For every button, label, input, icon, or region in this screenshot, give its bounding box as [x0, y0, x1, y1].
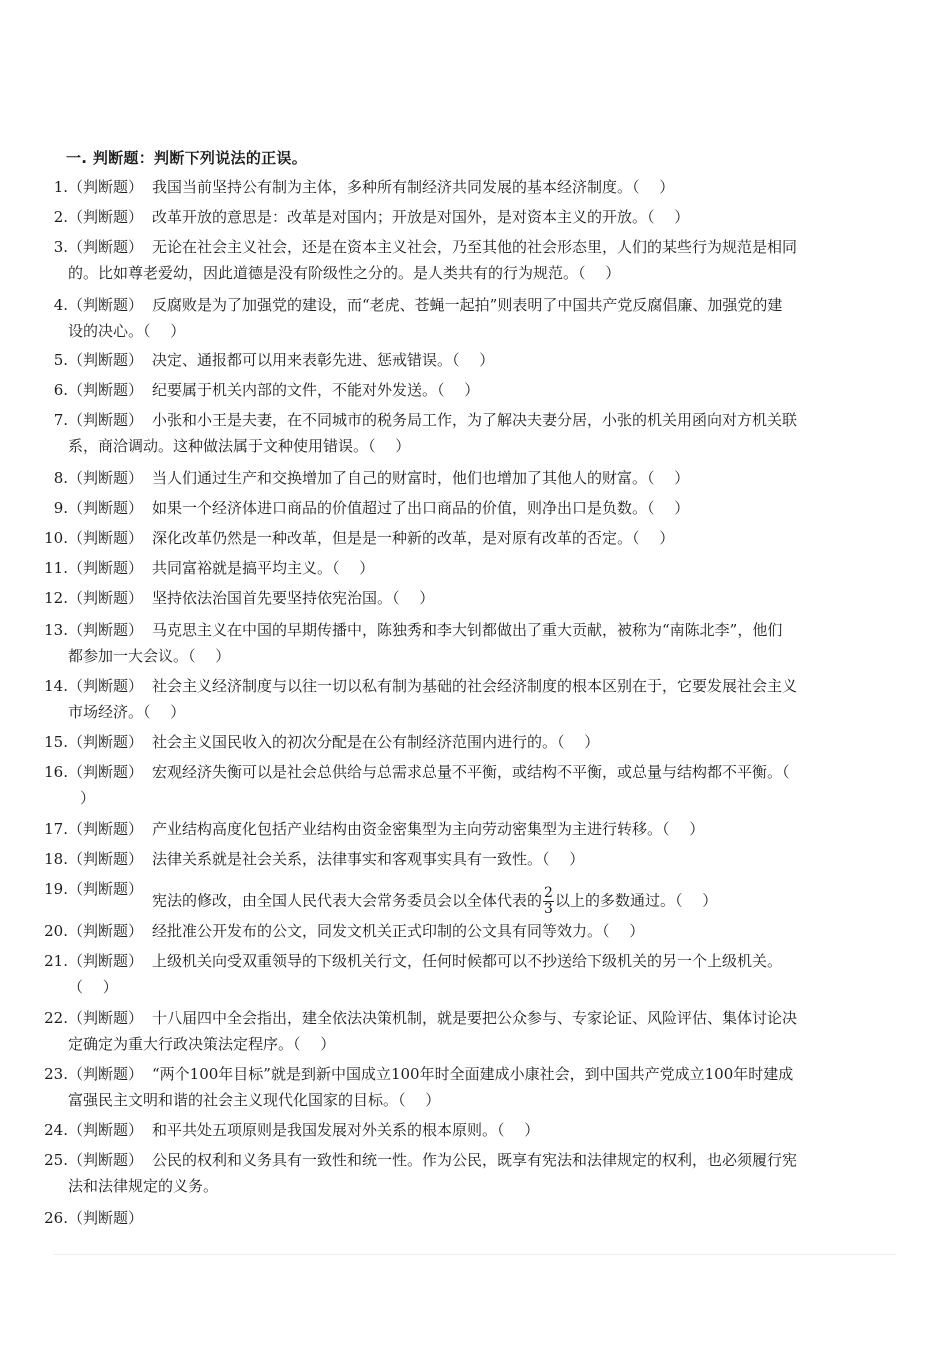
question-number: 10. — [44, 529, 68, 547]
question-text-continued: （ ） — [68, 978, 118, 996]
question-type-tag: （判断题） — [68, 208, 144, 226]
question-text: 法律关系就是社会关系，法律事实和客观事实具有一致性。（ ） — [152, 850, 585, 868]
question-text-continued: 定确定为重大行政决策法定程序。（ ） — [68, 1035, 336, 1053]
question-number: 9. — [53, 499, 68, 517]
question-number: 17. — [44, 820, 68, 838]
question-type-tag: （判断题） — [68, 529, 144, 547]
question-type-tag: （判断题） — [68, 381, 144, 399]
question-type-tag: （判断题） — [68, 469, 144, 487]
question-text-continued: ） — [80, 789, 96, 807]
question-number: 24. — [44, 1121, 68, 1139]
question-text: 决定、通报都可以用来表彰先进、惩戒错误。（ ） — [152, 351, 495, 369]
question-number: 1. — [53, 178, 68, 196]
question-text-continued: 系，商洽调动。这种做法属于文种使用错误。（ ） — [68, 437, 411, 455]
question-text: 社会主义经济制度与以往一切以私有制为基础的社会经济制度的根本区别在于，它要发展社会主义 — [152, 677, 798, 695]
fraction — [543, 886, 554, 917]
question-number: 7. — [53, 411, 68, 429]
question-text: “两个100年目标”就是到新中国成立100年时全面建成小康社会，到中国共产党成立100年时建成 — [152, 1065, 794, 1083]
question-type-tag: （判断题） — [68, 411, 144, 429]
question-text: 深化改革仍然是一种改革，但是是一种新的改革，是对原有改革的否定。（ ） — [152, 529, 675, 547]
question-type-tag: （判断题） — [68, 1065, 144, 1083]
question-text-continued: 市场经济。（ ） — [68, 703, 186, 721]
question-type-tag: （判断题） — [68, 499, 144, 517]
question-number: 4. — [53, 296, 68, 314]
question-text: 小张和小王是夫妻，在不同城市的税务局工作，为了解决夫妻分居，小张的机关用函向对方机关联 — [152, 411, 798, 429]
question-number: 11. — [44, 559, 68, 577]
question-number: 2. — [53, 208, 68, 226]
question-type-tag: （判断题） — [68, 820, 144, 838]
question-number: 12. — [44, 589, 68, 607]
question-number: 25. — [44, 1151, 68, 1169]
question-type-tag: （判断题） — [68, 733, 144, 751]
question-text: 和平共处五项原则是我国发展对外关系的根本原则。（ ） — [152, 1121, 540, 1139]
question-text: 公民的权利和义务具有一致性和统一性。作为公民，既享有宪法和法律规定的权利，也必须履行宪 — [152, 1151, 798, 1169]
question-text: 社会主义国民收入的初次分配是在公有制经济范围内进行的。（ ） — [152, 733, 600, 751]
question-number: 23. — [44, 1065, 68, 1083]
question-number: 13. — [44, 621, 68, 639]
question-number: 26. — [44, 1209, 68, 1227]
question-text: 我国当前坚持公有制为主体，多种所有制经济共同发展的基本经济制度。（ ） — [152, 178, 675, 196]
question-text-continued: 富强民主文明和谐的社会主义现代化国家的目标。（ ） — [68, 1091, 441, 1109]
question-text: 如果一个经济体进口商品的价值超过了出口商品的价值，则净出口是负数。（ ） — [152, 499, 690, 517]
section-title: 一. 判断题：判断下列说法的正误。 — [66, 149, 308, 167]
question-text-post: 以上的多数通过。（ ） — [554, 891, 718, 910]
question-number: 20. — [44, 922, 68, 940]
question-type-tag: （判断题） — [68, 763, 144, 781]
question-type-tag: （判断题） — [68, 1009, 144, 1027]
question-type-tag: （判断题） — [68, 850, 144, 868]
question-number: 6. — [53, 381, 68, 399]
question-number: 3. — [53, 238, 68, 256]
question-text: 当人们通过生产和交换增加了自己的财富时，他们也增加了其他人的财富。（ ） — [152, 469, 690, 487]
question-type-tag: （判断题） — [68, 952, 144, 970]
question-type-tag: （判断题） — [68, 1121, 144, 1139]
question-number: 15. — [44, 733, 68, 751]
question-text: 反腐败是为了加强党的建设，而“老虎、苍蝇一起拍”则表明了中国共产党反腐倡廉、加强党的建 — [152, 296, 783, 314]
question-number: 22. — [44, 1009, 68, 1027]
question-text-pre: 宪法的修改，由全国人民代表大会常务委员会以全体代表的 — [152, 891, 543, 910]
question-type-tag: （判断题） — [68, 351, 144, 369]
question-type-tag: （判断题） — [68, 621, 144, 639]
question-type-tag: （判断题） — [68, 178, 144, 196]
question-text — [152, 886, 876, 917]
question-text: 纪要属于机关内部的文件，不能对外发送。（ ） — [152, 381, 480, 399]
question-type-tag: （判断题） — [68, 922, 144, 940]
question-number: 21. — [44, 952, 68, 970]
question-type-tag: （判断题） — [68, 677, 144, 695]
question-number: 18. — [44, 850, 68, 868]
fraction-denominator: 3 — [544, 901, 553, 917]
question-type-tag: （判断题） — [68, 1209, 144, 1227]
question-text: 改革开放的意思是：改革是对国内；开放是对国外，是对资本主义的开放。（ ） — [152, 208, 690, 226]
question-text: 共同富裕就是搞平均主义。（ ） — [152, 559, 375, 577]
question-type-tag: （判断题） — [68, 559, 144, 577]
question-text: 产业结构高度化包括产业结构由资金密集型为主向劳动密集型为主进行转移。（ ） — [152, 820, 705, 838]
question-text: 十八届四中全会指出，建全依法决策机制，就是要把公众参与、专家论证、风险评估、集体讨论决 — [152, 1009, 798, 1027]
question-text: 上级机关向受双重领导的下级机关行文，任何时候都可以不抄送给下级机关的另一个上级机关。 — [152, 952, 783, 970]
question-number: 16. — [44, 763, 68, 781]
question-number: 5. — [53, 351, 68, 369]
fraction-numerator: 2 — [544, 885, 553, 901]
question-text-continued: 设的决心。（ ） — [68, 322, 186, 340]
question-text: 坚持依法治国首先要坚持依宪治国。（ ） — [152, 589, 435, 607]
question-type-tag: （判断题） — [68, 296, 144, 314]
question-type-tag: （判断题） — [68, 1151, 144, 1169]
question-text-continued: 法和法律规定的义务。 — [68, 1177, 219, 1195]
question-type-tag: （判断题） — [68, 238, 144, 256]
question-number: 14. — [44, 677, 68, 695]
question-type-tag: （判断题） — [68, 589, 144, 607]
footer-divider — [54, 1254, 896, 1255]
question-text: 马克思主义在中国的早期传播中，陈独秀和李大钊都做出了重大贡献，被称为“南陈北李”，他们 — [152, 621, 783, 639]
question-text: 宏观经济失衡可以是社会总供给与总需求总量不平衡，或结构不平衡，或总量与结构都不平衡。（ — [152, 763, 790, 781]
question-text: 经批准公开发布的公文，同发文机关正式印制的公文具有同等效力。（ ） — [152, 922, 645, 940]
question-type-tag: （判断题） — [68, 880, 144, 898]
question-text-continued: 的。比如尊老爱幼，因此道德是没有阶级性之分的。是人类共有的行为规范。（ ） — [68, 264, 621, 282]
question-text: 无论在社会主义社会，还是在资本主义社会，乃至其他的社会形态里，人们的某些行为规范是相同 — [152, 238, 798, 256]
question-number: 19. — [44, 880, 68, 898]
question-number: 8. — [53, 469, 68, 487]
question-text-continued: 都参加一大会议。（ ） — [68, 647, 231, 665]
